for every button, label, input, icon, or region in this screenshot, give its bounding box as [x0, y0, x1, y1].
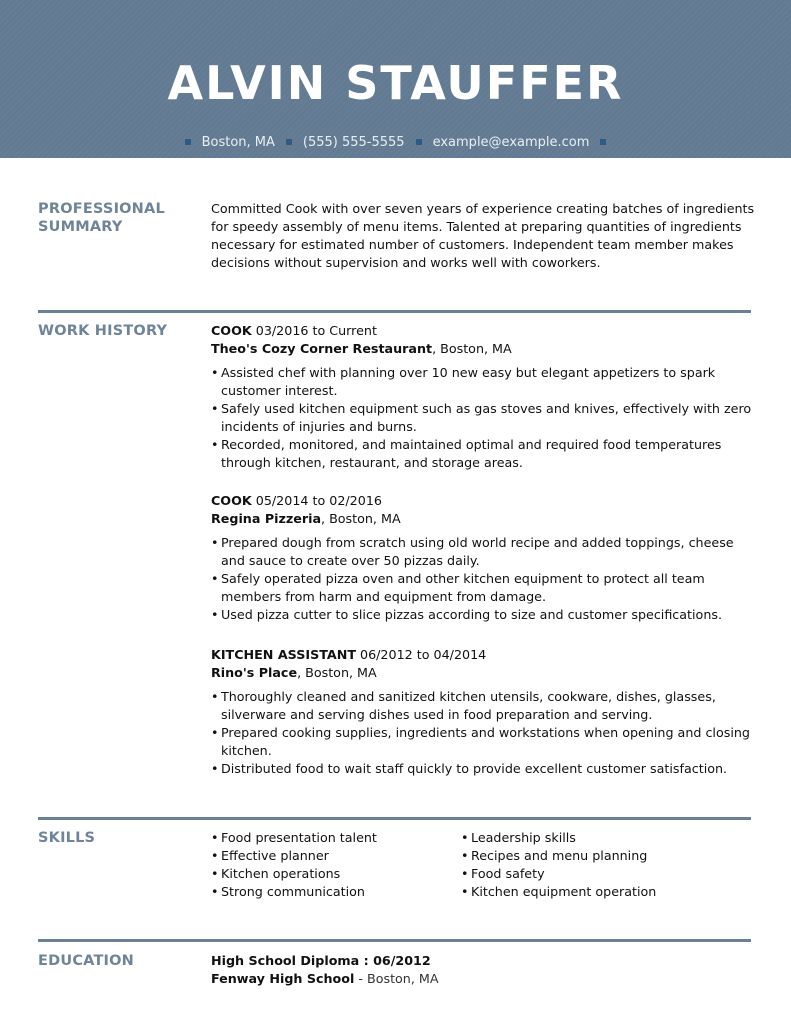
- list-item: • Kitchen equipment operation: [461, 883, 711, 901]
- section-divider: [38, 939, 751, 942]
- bullet-square-icon: [600, 139, 606, 145]
- contact-line: [0, 134, 791, 152]
- contact-phone: (555) 555-5555: [302, 135, 405, 150]
- job-bullets: [211, 364, 756, 472]
- list-item: • Prepared cooking supplies, ingredients and workstations when opening and closing kitchen.: [211, 724, 756, 760]
- education-school-line: [211, 970, 756, 988]
- section-divider: [38, 310, 751, 313]
- job-employer: Rino's Place: [211, 665, 298, 680]
- job-dates: 06/2012 to 04/2014: [355, 647, 487, 662]
- summary-text: Committed Cook with over seven years of experience creating batches of ingredients for speedy assembly of menu items. Talented at preparing quantities of ingredients necessary for estimated number of customers. Independent team member makes decisions without supervision and works well with coworkers.: [211, 201, 755, 270]
- summary-title: [38, 200, 198, 236]
- job-role: COOK: [211, 323, 252, 338]
- work-history-title: WORK HISTORY: [38, 323, 168, 339]
- list-item: • Food presentation talent: [211, 829, 461, 847]
- section-divider: [38, 817, 751, 820]
- job-title-line: [211, 322, 756, 340]
- list-item: • Safely operated pizza oven and other kitchen equipment to protect all team members from harm and equipment from damage.: [211, 570, 756, 606]
- list-item: • Prepared dough from scratch using old world recipe and added toppings, cheese and sauce to create over 50 pizzas daily.: [211, 534, 756, 570]
- list-item: • Distributed food to wait staff quickly to provide excellent customer satisfaction.: [211, 760, 756, 778]
- skills-column-right: [461, 829, 711, 901]
- summary-title-line1: PROFESSIONAL: [38, 201, 165, 217]
- job-location: , Boston, MA: [297, 665, 377, 680]
- education-location: - Boston, MA: [354, 971, 439, 986]
- job-bullets: [211, 534, 756, 624]
- education-school: Fenway High School: [211, 971, 355, 986]
- job-employer-line: [211, 510, 756, 528]
- bullet-square-icon: [185, 139, 191, 145]
- job-role: KITCHEN ASSISTANT: [211, 647, 356, 662]
- contact-email[interactable]: example@example.com: [432, 135, 590, 150]
- list-item: • Used pizza cutter to slice pizzas according to size and customer specifications.: [211, 606, 756, 624]
- job-location: , Boston, MA: [432, 341, 512, 356]
- job-employer: Regina Pizzeria: [211, 511, 322, 526]
- job-entry: [211, 646, 756, 778]
- summary-title-line2: SUMMARY: [38, 219, 123, 235]
- job-entry: [211, 492, 756, 624]
- job-title-line: [211, 646, 756, 664]
- skills-title: SKILLS: [38, 830, 96, 846]
- skills-column-left: [211, 829, 461, 901]
- list-item: • Recipes and menu planning: [461, 847, 711, 865]
- job-dates: 05/2014 to 02/2016: [251, 493, 382, 508]
- job-location: , Boston, MA: [321, 511, 401, 526]
- candidate-name: ALVIN STAUFFER: [167, 56, 624, 110]
- header-band: [0, 0, 791, 158]
- list-item: • Recorded, monitored, and maintained optimal and required food temperatures through kitchen, restaurant, and storage areas.: [211, 436, 756, 472]
- education-degree: High School Diploma : 06/2012: [211, 953, 431, 968]
- education-section: [38, 952, 751, 996]
- list-item: • Kitchen operations: [211, 865, 461, 883]
- job-employer: Theo's Cozy Corner Restaurant: [211, 341, 433, 356]
- bullet-square-icon: [286, 139, 292, 145]
- contact-city: Boston, MA: [201, 135, 275, 150]
- list-item: • Strong communication: [211, 883, 461, 901]
- list-item: • Food safety: [461, 865, 711, 883]
- job-dates: 03/2016 to Current: [251, 323, 377, 338]
- list-item: • Safely used kitchen equipment such as gas stoves and knives, effectively with zero incidents of injuries and burns.: [211, 400, 756, 436]
- job-role: COOK: [211, 493, 252, 508]
- skills-section: [38, 829, 751, 909]
- list-item: • Assisted chef with planning over 10 new easy but elegant appetizers to spark customer interest.: [211, 364, 756, 400]
- summary-section: [38, 200, 755, 280]
- job-employer-line: [211, 664, 756, 682]
- education-title: EDUCATION: [38, 953, 135, 969]
- list-item: • Effective planner: [211, 847, 461, 865]
- list-item: • Leadership skills: [461, 829, 711, 847]
- work-history-section: [38, 322, 751, 792]
- job-bullets: [211, 688, 756, 778]
- bullet-square-icon: [416, 139, 422, 145]
- list-item: • Thoroughly cleaned and sanitized kitchen utensils, cookware, dishes, glasses, silverware and serving dishes used in food preparation and serving.: [211, 688, 756, 724]
- job-employer-line: [211, 340, 756, 358]
- education-entry: [211, 952, 756, 988]
- job-title-line: [211, 492, 756, 510]
- job-entry: [211, 322, 756, 472]
